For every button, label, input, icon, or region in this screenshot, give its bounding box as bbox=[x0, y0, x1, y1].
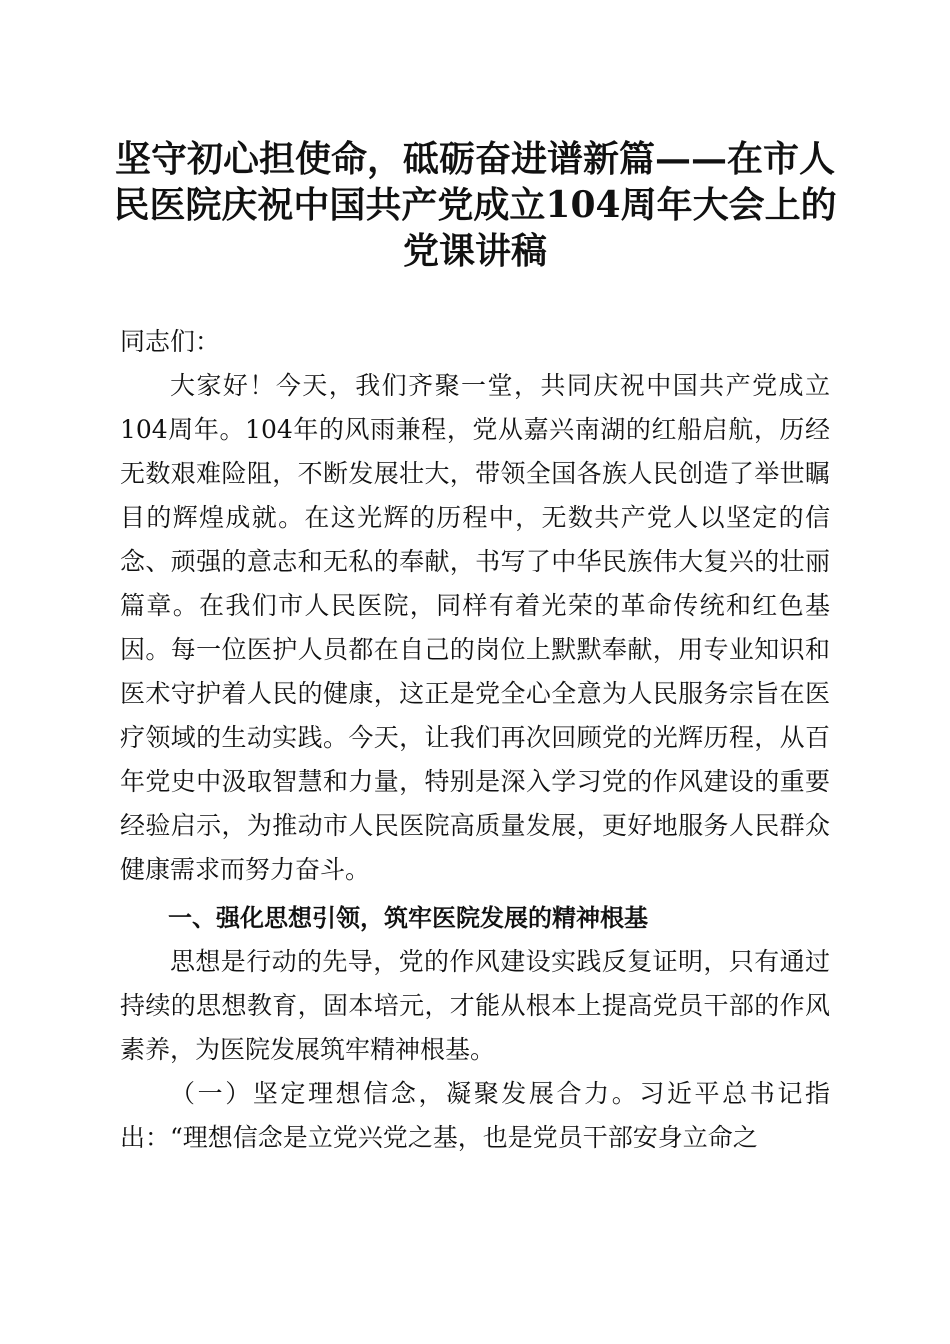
document-body bbox=[120, 320, 830, 1160]
section-1-paragraph: 思想是行动的先导，党的作风建设实践反复证明，只有通过持续的思想教育，固本培元，才能从根本上提高党员干部的作风素养，为医院发展筑牢精神根基。 bbox=[120, 947, 830, 1064]
section-heading-1: 一、强化思想引领，筑牢医院发展的精神根基 bbox=[168, 904, 648, 932]
opening-paragraph: 大家好！今天，我们齐聚一堂，共同庆祝中国共产党成立104周年。104年的风雨兼程，党从嘉兴南湖的红船启航，历经无数艰难险阻，不断发展壮大，带领全国各族人民创造了举世瞩目的辉煌成就。在这光辉的历程中，无数共产党人以坚定的信念、顽强的意志和无私的奉献，书写了中华民族伟大复兴的壮丽篇章。在我们市人民医院，同样有着光荣的革命传统和红色基因。每一位医护人员都在自己的岗位上默默奉献，用专业知识和医术守护着人民的健康，这正是党全心全意为人民服务宗旨在医疗领域的生动实践。今天，让我们再次回顾党的光辉历程，从百年党史中汲取智慧和力量，特别是深入学习党的作风建设的重要经验启示，为推动市人民医院高质量发展，更好地服务人民群众健康需求而努力奋斗。 bbox=[120, 371, 830, 884]
salutation: 同志们： bbox=[120, 327, 221, 356]
document-title: 坚守初心担使命，砥砺奋进谱新篇——在市人民医院庆祝中国共产党成立104周年大会上的党课讲稿 bbox=[113, 138, 837, 272]
subsection-heading-1: （一）坚定理想信念，凝聚发展合力。习近平总书记指出：“理想信念是立党兴党之基，也是党员干部安身立命之 bbox=[120, 1079, 830, 1152]
